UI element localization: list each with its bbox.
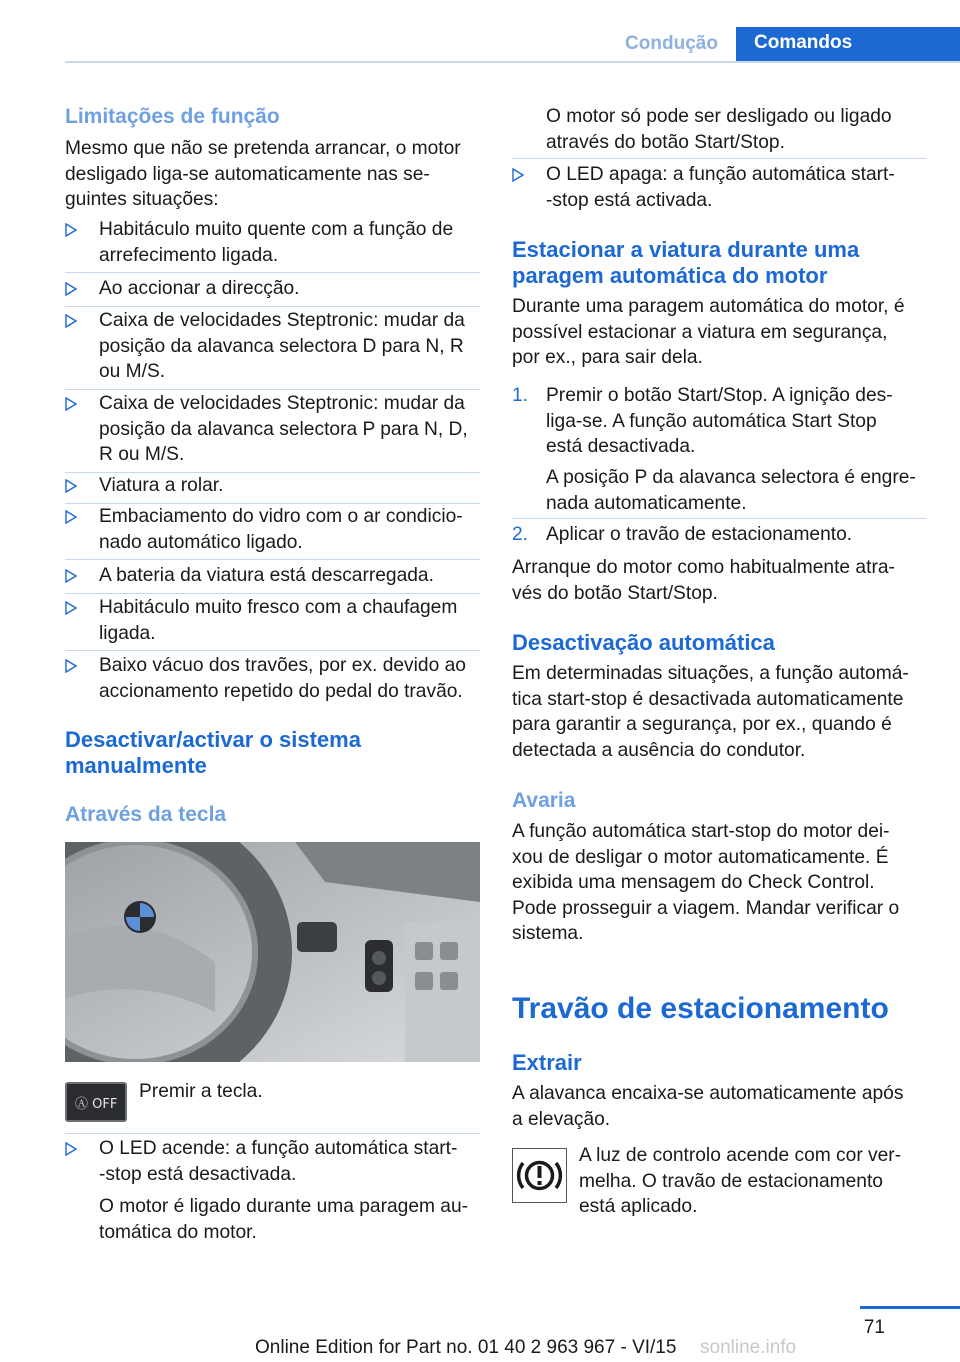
limits-intro: guintes situações:	[65, 189, 219, 211]
warning-light-text: está aplicado.	[579, 1196, 698, 1218]
auto-deactivation-text: detectada a ausência do condutor.	[512, 739, 806, 761]
led-on-item: O LED acende: a função automática start-	[99, 1138, 458, 1159]
limits-list-item: Embaciamento do vidro com o ar condicio-	[99, 506, 463, 527]
bullet-triangle-icon	[512, 168, 526, 182]
header-chapter: Comandos	[736, 27, 960, 61]
fault-text: xou de desligar o motor automaticamente. É	[512, 846, 889, 868]
bullet-triangle-icon	[65, 601, 79, 615]
list-separator	[65, 650, 480, 651]
header-section: Condução	[625, 33, 718, 54]
limits-intro: desligado liga-se automaticamente nas se-	[65, 163, 430, 185]
limits-list-item: posição da alavanca selectora P para N, D,	[99, 418, 468, 440]
limits-list-item: ligada.	[99, 622, 156, 644]
limits-list-item: Viatura a rolar.	[99, 475, 224, 496]
limits-list-item: arrefecimento ligada.	[99, 244, 279, 266]
list-separator	[65, 559, 480, 560]
section-title-key: Através da tecla	[65, 803, 227, 826]
section-title-parking-brake: Travão de estacionamento	[512, 992, 889, 1025]
step-1-text: está desactivada.	[546, 436, 696, 458]
step-number: 2.	[512, 524, 529, 545]
list-separator	[65, 389, 480, 390]
step-1-text: liga-se. A função automática Start Stop	[546, 410, 877, 432]
bullet-triangle-icon	[65, 314, 79, 328]
limits-list-item: A bateria da viatura está descarregada.	[99, 565, 434, 586]
limits-list-item: Baixo vácuo dos travões, por ex. devido ao	[99, 655, 466, 676]
section-title-park: paragem automática do motor	[512, 262, 828, 288]
park-intro: possível estacionar a viatura em segurança,	[512, 321, 888, 343]
bullet-triangle-icon	[65, 479, 79, 493]
section-title-manual: Desactivar/activar o sistema	[65, 727, 361, 752]
step-number: 1.	[512, 385, 529, 406]
section-title-fault: Avaria	[512, 789, 576, 812]
pull-text: A alavanca encaixa-se automaticamente após	[512, 1083, 904, 1104]
auto-deactivation-text: para garantir a segurança, por ex., quando é	[512, 714, 892, 736]
limits-list-item: R ou M/S.	[99, 444, 185, 466]
list-separator	[65, 1133, 480, 1134]
section-title-limits: Limitações de função	[65, 105, 280, 128]
limits-list-item: Caixa de velocidades Steptronic: mudar da	[99, 310, 465, 331]
section-title-pull: Extrair	[512, 1050, 582, 1075]
steering-wheel-photo	[65, 842, 480, 1062]
fault-text: A função automática start-stop do motor dei-	[512, 821, 890, 842]
footer-watermark: sonline.info	[700, 1337, 797, 1358]
led-on-note: O motor é ligado durante uma paragem au-	[99, 1196, 469, 1217]
warning-light-text: melha. O travão de estacionamento	[579, 1170, 883, 1192]
led-off-item: -stop está activada.	[546, 189, 713, 211]
restart-text: vés do botão Start/Stop.	[512, 582, 718, 604]
bullet-triangle-icon	[65, 282, 79, 296]
section-title-auto: Desactivação automática	[512, 630, 775, 655]
auto-deactivation-text: tica start-stop é desactivada automaticamente	[512, 688, 904, 710]
footer-rule	[860, 1306, 960, 1309]
bullet-triangle-icon	[65, 1142, 79, 1156]
limits-list-item: nado automático ligado.	[99, 531, 303, 553]
footer-edition: Online Edition for Part no. 01 40 2 963 967 - VI/15	[255, 1337, 677, 1358]
limits-list-item: accionamento repetido do pedal do travão.	[99, 680, 463, 702]
bullet-triangle-icon	[65, 659, 79, 673]
fault-text: exibida uma mensagem do Check Control.	[512, 872, 875, 894]
pull-text: a elevação.	[512, 1108, 611, 1130]
led-on-note-cont: através do botão Start/Stop.	[546, 131, 785, 153]
limits-list-item: posição da alavanca selectora D para N, R	[99, 335, 464, 357]
limits-intro: Mesmo que não se pretenda arrancar, o motor	[65, 138, 461, 159]
auto-deactivation-text: Em determinadas situações, a função automá-	[512, 663, 909, 684]
step-1-note: A posição P da alavanca selectora é engre-	[546, 467, 916, 488]
fault-text: sistema.	[512, 923, 584, 945]
bullet-triangle-icon	[65, 223, 79, 237]
page-number: 71	[863, 1317, 885, 1338]
list-separator	[65, 593, 480, 594]
step-2-text: Aplicar o travão de estacionamento.	[546, 524, 853, 545]
warning-light-text: A luz de controlo acende com cor ver-	[579, 1145, 902, 1166]
header-rule	[65, 61, 960, 63]
limits-list-item: Caixa de velocidades Steptronic: mudar da	[99, 393, 465, 414]
limits-list-item: Habitáculo muito quente com a função de	[99, 219, 454, 240]
limits-list-item: ou M/S.	[99, 361, 166, 383]
led-on-item: -stop está desactivada.	[99, 1163, 297, 1185]
section-title-manual: manualmente	[65, 752, 207, 778]
park-intro: por ex., para sair dela.	[512, 347, 703, 369]
bullet-triangle-icon	[65, 569, 79, 583]
parking-brake-warning-icon	[512, 1148, 567, 1203]
step-1-text: Premir o botão Start/Stop. A ignição des-	[546, 385, 893, 406]
led-off-item: O LED apaga: a função automática start-	[546, 164, 895, 185]
park-intro: Durante uma paragem automática do motor, é	[512, 296, 905, 317]
auto-start-stop-button-image	[65, 1082, 127, 1122]
fault-text: Pode prosseguir a viagem. Mandar verificar o	[512, 897, 900, 919]
list-separator	[65, 272, 480, 273]
list-separator	[65, 306, 480, 307]
auto-start-stop-button-label: Ⓐ OFF	[75, 1097, 118, 1112]
limits-list-item: Habitáculo muito fresco com a chaufagem	[99, 597, 458, 618]
bullet-triangle-icon	[65, 397, 79, 411]
led-on-note-cont: O motor só pode ser desligado ou ligado	[546, 106, 892, 127]
limits-list-item: Ao accionar a direcção.	[99, 278, 300, 299]
press-key-text: Premir a tecla.	[139, 1081, 263, 1102]
list-separator	[512, 518, 926, 519]
restart-text: Arranque do motor como habitualmente atra-	[512, 557, 895, 578]
section-title-park: Estacionar a viatura durante uma	[512, 237, 860, 262]
led-on-note: tomática do motor.	[99, 1221, 257, 1243]
list-separator	[512, 158, 926, 159]
step-1-note: nada automaticamente.	[546, 492, 747, 514]
bullet-triangle-icon	[65, 510, 79, 524]
